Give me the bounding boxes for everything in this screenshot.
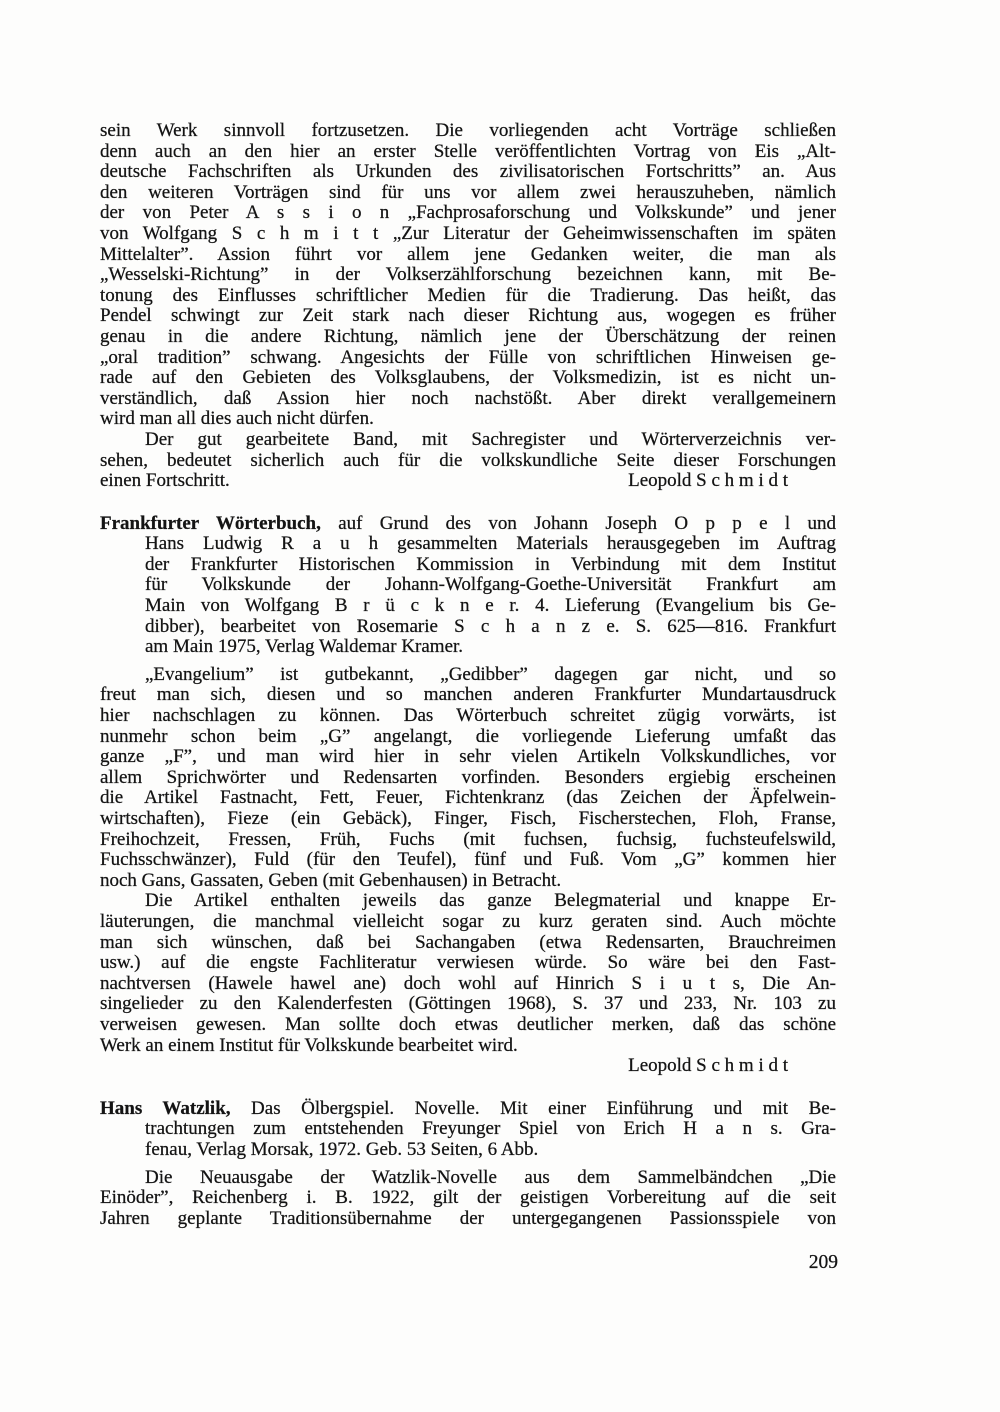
review-continuation-paragraph <box>100 121 836 430</box>
text-line: Die Artikel enthalten jeweils das ganze Belegmaterial und knappe Er- <box>145 890 836 912</box>
page-number: 209 <box>808 1252 838 1273</box>
text-line: Jahren geplante Traditionsübernahme der untergegangenen Passionsspiele von <box>100 1207 836 1229</box>
text-line: Pendel schwingt zur Zeit stark nach dieser Richtung aus, wogegen es früher <box>100 305 836 327</box>
text-line: allem Sprichwörter und Redensarten vorfinden. Besonders ergiebig erscheinen <box>100 766 836 788</box>
entry-title-bold: Frankfurter Wörterbuch, <box>100 512 321 534</box>
text-line: am Main 1975, Verlag Waldemar Kramer. <box>145 636 464 658</box>
text-line: läuterungen, die manchmal vielleicht sogar zu kurz geraten sind. Auch möchte <box>100 910 836 932</box>
text-line: den weiteren Vorträgen sind für uns vor allem zwei herauszuheben, nämlich <box>100 181 836 203</box>
text-line: Main von Wolfgang B r ü c k n e r. 4. Lieferung (Evangelium bis Ge- <box>145 595 836 617</box>
reviewer-signature-line <box>100 471 836 492</box>
text-line: tonung des Einflusses schriftlicher Medien für die Tradierung. Das heißt, das <box>100 284 836 306</box>
text-line: wird man all dies auch nicht dürfen. <box>100 408 374 430</box>
bibliography-entry-hans-watzlik <box>100 1099 836 1161</box>
text-line: für Volkskunde der Johann-Wolfgang-Goethe-Universität Frankfurt am <box>145 574 836 596</box>
text-line: freut man sich, diesen und so manchen anderen Frankfurter Mundartausdruck <box>100 684 836 706</box>
text-line: Fuchsschwänzer), Fuld (für den Teufel), fünf und Fuß. Vom „G” kommen hier <box>100 849 836 871</box>
text-line: sehen, bedeutet sicherlich auch für die volkskundliche Seite dieser Forschungen <box>100 449 836 471</box>
text-line: Mittelalter”. Assion führt vor allem jene Gedanken weiter, die man als <box>100 243 836 265</box>
review-paragraph-neuausgabe <box>100 1168 836 1230</box>
text-line: trachtungen zum entstehenden Freyunger Spiel von Erich H a n s. Gra- <box>145 1118 836 1140</box>
text-line: „Evangelium” ist gutbekannt, „Gedibber” dagegen gar nicht, und so <box>145 663 836 685</box>
text-line: Werk an einem Institut für Volkskunde bearbeitet wird. <box>100 1034 518 1056</box>
text-line: denn auch an den hier an erster Stelle veröffentlichten Vortrag von Eis „Alt- <box>100 140 836 162</box>
text-line: Die Neuausgabe der Watzlik-Novelle aus dem Sammelbändchen „Die <box>145 1166 836 1188</box>
text-line: Hans Ludwig R a u h gesammelten Materials herausgegeben im Auftrag <box>145 533 836 555</box>
text-line: der von Peter A s s i o n „Fachprosaforschung und Volkskunde” und jener <box>100 202 836 224</box>
text-line: noch Gans, Gassaten, Geben (mit Gebenhausen) in Betracht. <box>100 869 562 891</box>
text-line: hier nachschlagen zu können. Das Wörterbuch schreitet zügig vorwärts, ist <box>100 705 836 727</box>
text-line: „Wesselski-Richtung” in der Volkserzählforschung bezeichnen kann, mit Be- <box>100 264 836 286</box>
text-line: dibber), bearbeitet von Rosemarie S c h a n z e. S. 625—816. Frankfurt <box>145 615 836 637</box>
reviewer-signature-line: Leopold S c h m i d t <box>628 1055 788 1077</box>
text-line: singelieder zu den Kalenderfesten (Göttingen 1968), S. 37 und 233, Nr. 103 zu <box>100 993 836 1015</box>
bibliography-entry-frankfurter-woerterbuch <box>100 514 836 658</box>
review-paragraph-artikel <box>100 891 836 1076</box>
text-line: man sich wünschen, daß bei Sachangaben (etwa Redensarten, Brauchreimen <box>100 931 836 953</box>
reviewer-signature: Leopold S c h m i d t <box>628 470 788 492</box>
text-line: deutsche Fachschriften als Urkunden des zivilisatorischen Fortschritts” an. Aus <box>100 161 836 183</box>
text-line: genau in die andere Richtung, nämlich jene der Überschätzung der reinen <box>100 325 836 347</box>
text-line: verweisen gewesen. Man sollte doch etwas deutlicher merken, daß das schöne <box>100 1013 836 1035</box>
text-line: „oral tradition” schwang. Angesichts der Fülle von schriftlichen Hinweisen ge- <box>100 346 836 368</box>
text-line: usw.) auf die engste Fachliteratur verwiesen würde. So wäre bei den Fast- <box>100 952 836 974</box>
text-line: nunmehr schon beim „G” angelangt, die vorliegende Lieferung umfaßt das <box>100 725 836 747</box>
text-line: von Wolfgang S c h m i t t „Zur Literatur der Geheimwissenschaften im späten <box>100 222 836 244</box>
text-line: nachtversen (Hawele hawel ane) doch wohl auf Hinrich S i u t s, Die An- <box>100 972 836 994</box>
text-line: sein Werk sinnvoll fortzusetzen. Die vorliegenden acht Vorträge schließen <box>100 120 836 141</box>
paragraph-closing-text: einen Fortschritt. <box>100 470 230 492</box>
text-line: Einöder”, Reichenberg i. B. 1922, gilt der geistigen Vorbereitung auf die seit <box>100 1187 836 1209</box>
text-line: Hans Watzlik, Das Ölbergspiel. Novelle. Mit einer Einführung und mit Be- <box>100 1097 836 1119</box>
review-closing-paragraph <box>100 430 836 492</box>
text-line: verständlich, daß Assion hier noch nachstößt. Aber direkt verallgemeinern <box>100 387 836 409</box>
text-line: Frankfurter Wörterbuch, auf Grund des von Johann Joseph O p p e l und <box>100 512 836 534</box>
text-line: Freihochzeit, Fressen, Früh, Fuchs (mit fuchsen, fuchsig, fuchsteufelswild, <box>100 828 836 850</box>
entry-title-bold: Hans Watzlik, <box>100 1097 231 1119</box>
text-line: wirtschaften), Fieze (ein Gebäck), Finger, Fisch, Fischerstechen, Floh, Franse, <box>100 808 836 829</box>
text-line: fenau, Verlag Morsak, 1972. Geb. 53 Seiten, 6 Abb. <box>145 1138 539 1160</box>
text-line: die Artikel Fastnacht, Fett, Feuer, Fichtenkranz (das Zeichen der Äpfelwein- <box>100 787 836 809</box>
review-paragraph-evangelium <box>100 665 836 892</box>
text-line: rade auf den Gebieten des Volksglaubens, der Volksmedizin, ist es nicht un- <box>100 367 836 389</box>
text-line: Der gut gearbeitete Band, mit Sachregister und Wörterverzeichnis ver- <box>145 428 836 450</box>
text-line: der Frankfurter Historischen Kommission in Verbindung mit dem Institut <box>145 553 836 575</box>
text-column <box>100 121 836 1229</box>
text-line: ganze „F”, und man wird hier in sehr vielen Artikeln Volkskundliches, vor <box>100 746 836 768</box>
